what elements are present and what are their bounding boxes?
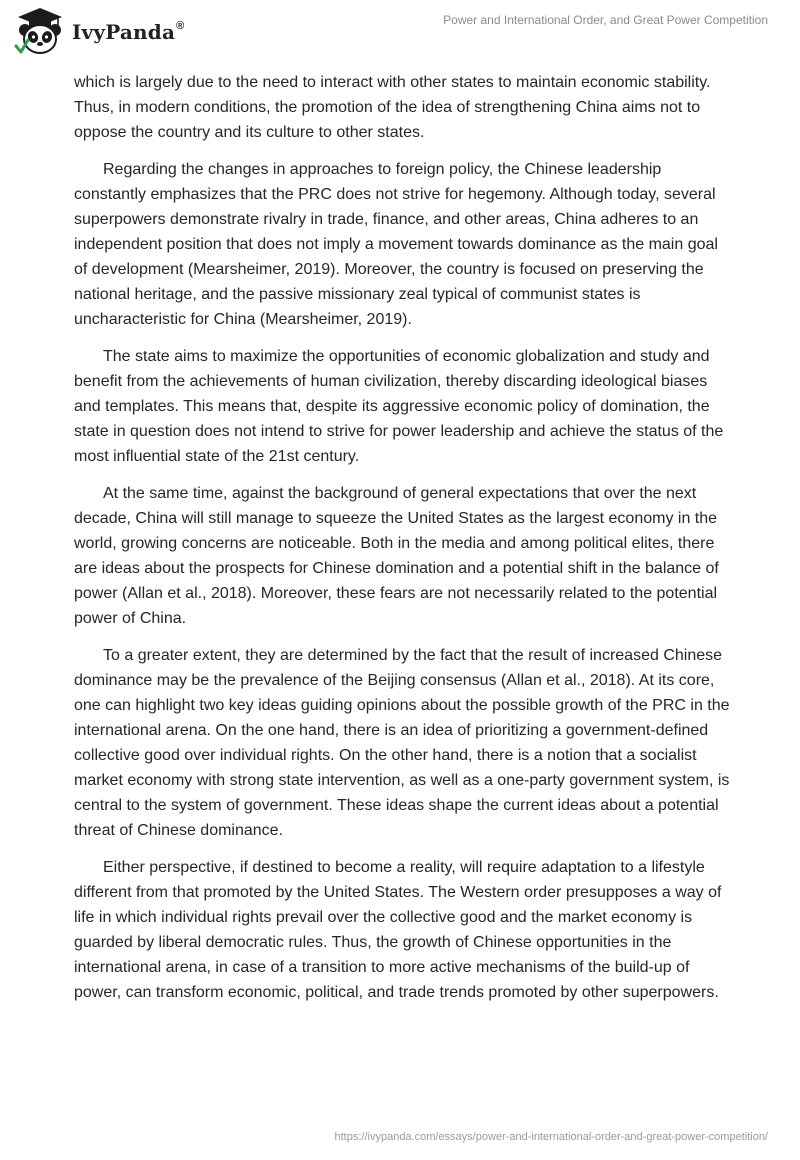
paragraph-3: The state aims to maximize the opportunities of economic globalization and study and benefit from the achievements of human civilization, thereby discarding ideological biases and templates. This means that, despite its aggressive economic policy of domination, the state in question does not intend to strive for power leadership and achieve the status of the most influential state of the 21st century. [74,348,724,465]
paragraph-1: which is largely due to the need to interact with other states to maintain economic stability. Thus, in modern conditions, the promotion of the idea of strengthening China aims not to oppose the country and its culture to other states. [74,74,711,141]
brand-name [72,20,184,44]
document-title: Power and International Order, and Great Power Competition [443,13,768,27]
ivypanda-logo[interactable] [14,6,184,58]
page-header [0,0,800,70]
paragraph-2: Regarding the changes in approaches to foreign policy, the Chinese leadership constantly emphasizes that the PRC does not strive for hegemony. Although today, several superpowers demonstrate rivalry in trade, finance, and other areas, China adheres to an independent position that does not imply a movement towards dominance as the main goal of development (Mearsheimer, 2019). Moreover, the country is focused on preserving the national heritage, and the passive missionary zeal typical of communist states is uncharacteristic for China (Mearsheimer, 2019). [74,161,718,328]
registered-mark: ® [176,20,185,32]
paragraph-4: At the same time, against the background of general expectations that over the next decade, China will still manage to squeeze the United States as the largest economy in the world, growing concerns are noticeable. Both in the media and among political elites, there are ideas about the prospects for Chinese domination and a potential shift in the balance of power (Allan et al., 2018). Moreover, these fears are not necessarily related to the potential power of China. [74,485,719,627]
essay-body [74,70,732,1017]
paragraph-5: To a greater extent, they are determined by the fact that the result of increased Chinese dominance may be the prevalence of the Beijing consensus (Allan et al., 2018). At its core, one can highlight two key ideas guiding opinions about the possible growth of the PRC in the international arena. On the one hand, there is an idea of prioritizing a government-defined collective good over individual rights. On the other hand, there is a notion that a socialist market economy with strong state intervention, as well as a one-party government system, is central to the system of government. These ideas shape the current ideas about a potential threat of Chinese dominance. [74,647,730,839]
panda-graduation-cap-icon [14,6,66,58]
source-url-link[interactable]: https://ivypanda.com/essays/power-and-international-order-and-great-power-competition/ [334,1131,768,1143]
brand-label: IvyPanda [72,20,176,44]
paragraph-6: Either perspective, if destined to become a reality, will require adaptation to a lifestyle different from that promoted by the United States. The Western order presupposes a way of life in which individual rights prevail over the collective good and the market economy is guarded by liberal democratic rules. Thus, the growth of Chinese opportunities in the international arena, in case of a transition to more active mechanisms of the build-up of power, can transform economic, political, and trade trends promoted by other superpowers. [74,859,722,1001]
